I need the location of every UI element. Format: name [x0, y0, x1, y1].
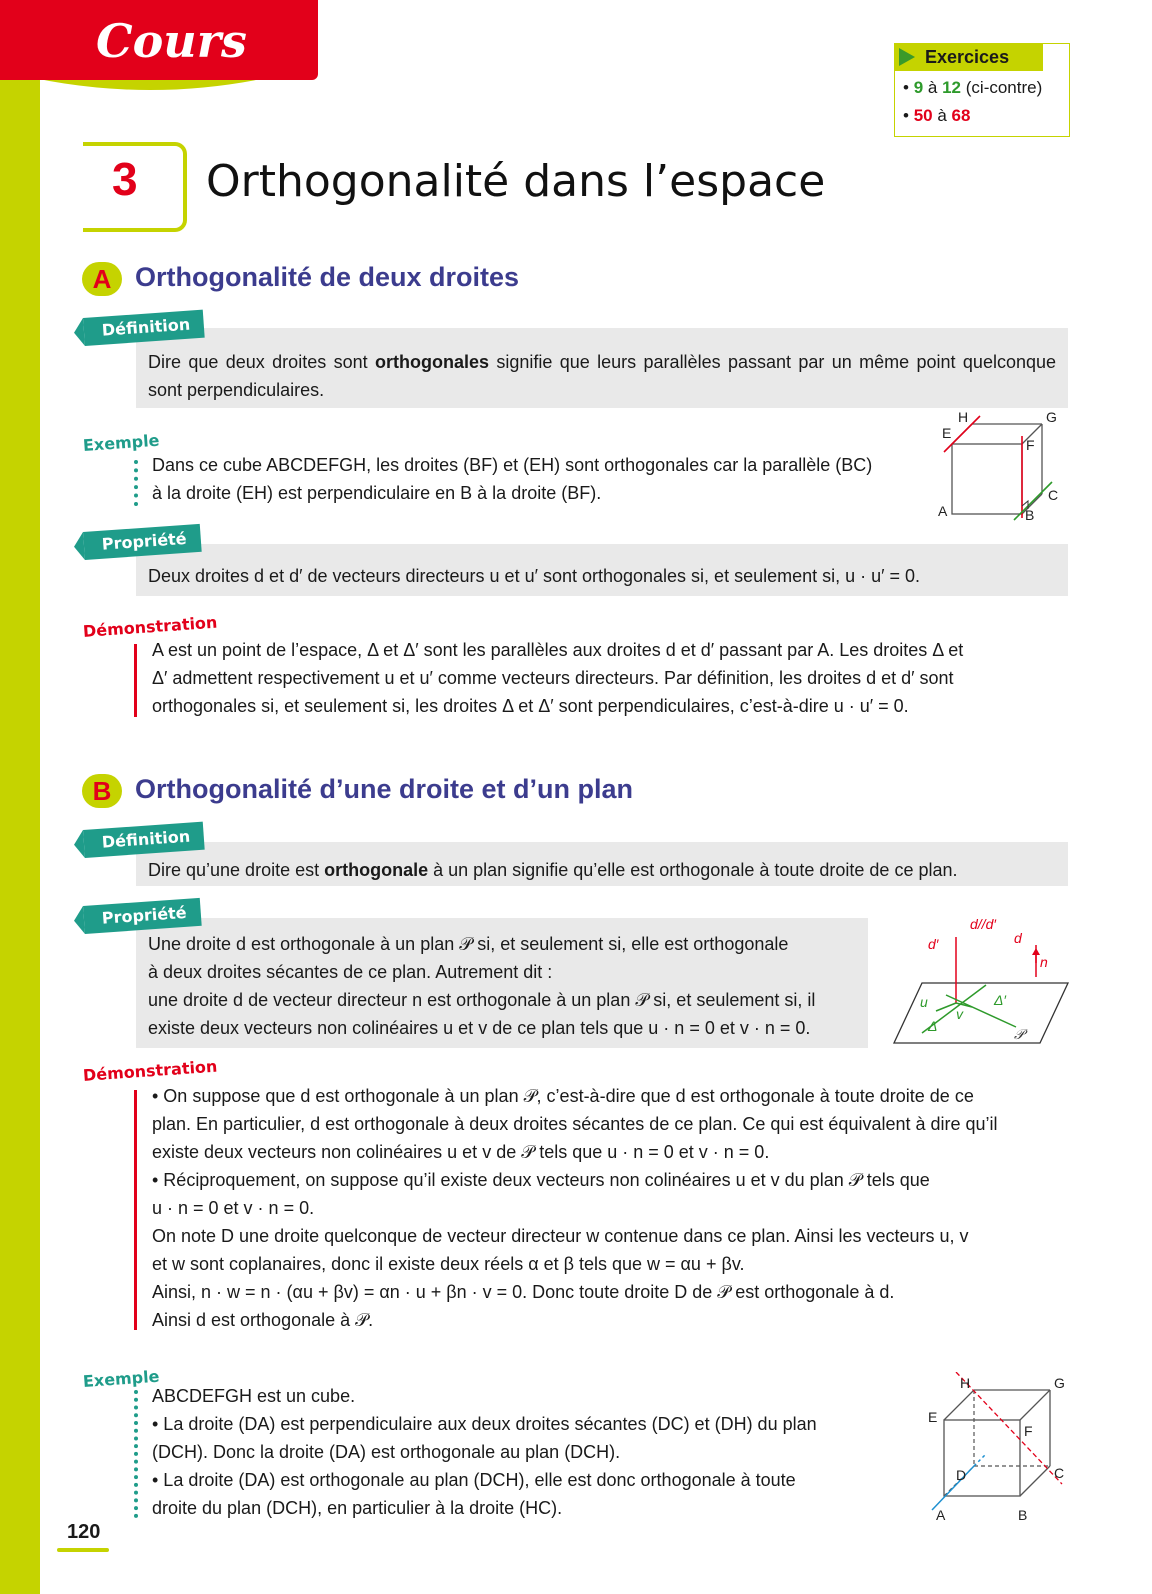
property-tag-b: Propriété	[83, 898, 201, 934]
section-b-badge: B	[82, 774, 122, 808]
chapter-title: Orthogonalité dans l’espace	[206, 156, 826, 207]
cube-b-label-c: C	[1054, 1465, 1065, 1481]
fig-label-plane: 𝒫	[1014, 1027, 1025, 1043]
cube-a-label-b: B	[1025, 507, 1035, 523]
demo-b-line-4: • Réciproquement, on suppose qu’il existe deux vecteurs non colinéaires u et v du plan 𝒫 tels que	[152, 1170, 930, 1190]
cube-a-label-c: C	[1048, 487, 1059, 503]
exercise-link-50[interactable]: 50	[913, 106, 933, 125]
example-a-line-1: Dans ce cube ABCDEFGH, les droites (BF) et (EH) sont orthogonales car la parallèle (BC)	[152, 455, 873, 475]
demo-a-line-3: orthogonales si, et seulement si, les droites Δ et Δ′ sont perpendiculaires, c’est-à-dire u · u′ = 0.	[152, 696, 909, 716]
cube-figure-a	[930, 410, 1070, 530]
section-b-title: Orthogonalité d’une droite et d’un plan	[135, 774, 633, 804]
demo-a-bar	[134, 644, 137, 717]
fig-label-u: u	[920, 994, 928, 1010]
cube-b-label-e: E	[928, 1409, 938, 1425]
property-a-text: Deux droites d et d′ de vecteurs directeurs u et u′ sont orthogonales si, et seulement si, u · u′ = 0.	[148, 566, 921, 586]
property-tag: Propriété	[83, 524, 201, 560]
cube-b-label-g: G	[1054, 1375, 1065, 1391]
fig-label-n: n	[1040, 954, 1048, 970]
definition-tag-b: Définition	[83, 822, 205, 858]
example-a-line-2: à la droite (EH) est perpendiculaire en B à la droite (BF).	[152, 483, 602, 503]
property-b-line-4: existe deux vecteurs non colinéaires u et v de ce plan tels que u · n = 0 et v · n = 0.	[148, 1018, 811, 1038]
example-dots	[134, 460, 142, 506]
arrow-icon	[899, 48, 915, 66]
example-b-dots	[134, 1390, 142, 1518]
demo-b-line-6: On note D une droite quelconque de vecteur directeur w contenue dans ce plan. Ainsi les vecteurs u, v	[152, 1226, 969, 1246]
cube-a-label-h: H	[958, 410, 969, 425]
demo-b-line-2: plan. En particulier, d est orthogonale à deux droites sécantes de ce plan. Ce qui est équivalent à dire qu’il	[152, 1114, 998, 1134]
section-a-badge: A	[82, 262, 122, 296]
example-tag-b: Exemple	[82, 1366, 161, 1391]
example-tag: Exemple	[82, 430, 161, 455]
cube-figure-b	[920, 1372, 1070, 1527]
exercise-link-12[interactable]: 12	[942, 78, 962, 97]
demo-b-line-5: u · n = 0 et v · n = 0.	[152, 1198, 315, 1218]
cube-b-label-d: D	[956, 1467, 967, 1483]
fig-label-delta: Δ	[928, 1018, 938, 1034]
definition-tag: Définition	[83, 310, 205, 346]
cube-b-label-a: A	[936, 1507, 946, 1523]
demo-b-line-8: Ainsi, n · w = n · (αu + βv) = αn · u + βn · v = 0. Donc toute droite D de 𝒫 est orthogonale à d.	[152, 1282, 895, 1302]
demo-b-line-7: et w sont coplanaires, donc il existe deux réels α et β tels que w = αu + βv.	[152, 1254, 745, 1274]
demo-b-line-9: Ainsi d est orthogonale à 𝒫.	[152, 1310, 374, 1330]
demo-b-bar	[134, 1090, 137, 1330]
example-b-line-5: droite du plan (DCH), en particulier à la droite (HC).	[152, 1498, 563, 1518]
exercises-line-2: • 50 à 68	[903, 106, 971, 125]
cube-a-label-a: A	[938, 503, 948, 519]
plane-figure	[890, 915, 1080, 1050]
exercises-box	[894, 43, 1070, 137]
cube-a-label-g: G	[1046, 410, 1057, 425]
fig-label-v: v	[956, 1006, 963, 1022]
property-b-line-3: une droite d de vecteur directeur n est orthogonale à un plan 𝒫 si, et seulement si, il	[148, 990, 816, 1010]
exercise-link-68[interactable]: 68	[951, 106, 971, 125]
chapter-number: 3	[112, 153, 138, 205]
cube-a-label-f: F	[1026, 437, 1035, 453]
exercise-link-9[interactable]: 9	[913, 78, 924, 97]
cours-label: Cours	[96, 14, 247, 68]
fig-label-dparallel: d//d′	[970, 916, 996, 932]
fig-label-delta-prime: Δ′	[994, 992, 1007, 1008]
cube-a-label-e: E	[942, 425, 952, 441]
cube-b-label-b: B	[1018, 1507, 1028, 1523]
demonstration-tag-b: Démonstration	[82, 1056, 218, 1085]
demo-a-line-2: Δ′ admettent respectivement u et u′ comme vecteurs directeurs. Par définition, les droites d et d′ sont	[152, 668, 954, 688]
example-b-line-3: (DCH). Donc la droite (DA) est orthogonale au plan (DCH).	[152, 1442, 621, 1462]
demonstration-tag: Démonstration	[82, 612, 218, 641]
section-a-title: Orthogonalité de deux droites	[135, 262, 520, 292]
fig-label-d: d	[1014, 930, 1022, 946]
page-number: 120	[67, 1521, 101, 1543]
definition-b-text: Dire qu’une droite est orthogonale à un plan signifie qu’elle est orthogonale à toute droite de ce plan.	[148, 860, 958, 880]
definition-a-text: Dire que deux droites sont orthogonales signifie que leurs parallèles passant par un même point quelconque sont perpendiculaires.	[148, 352, 1057, 400]
example-b-line-1: ABCDEFGH est un cube.	[152, 1386, 356, 1406]
side-strip	[0, 0, 40, 1594]
demo-b-line-1: • On suppose que d est orthogonale à un plan 𝒫, c’est-à-dire que d est orthogonale à toute droite de ce	[152, 1086, 974, 1106]
cube-b-label-h: H	[960, 1375, 971, 1391]
example-b-line-2: • La droite (DA) est perpendiculaire aux deux droites sécantes (DC) et (DH) du plan	[152, 1414, 817, 1434]
exercises-header: Exercices	[895, 44, 1043, 71]
page-number-underline	[57, 1548, 109, 1552]
example-b-line-4: • La droite (DA) est orthogonale au plan (DCH), elle est donc orthogonale à toute	[152, 1470, 796, 1490]
exercises-line-1: • 9 à 12 (ci-contre)	[903, 78, 1043, 97]
demo-a-line-1: A est un point de l’espace, Δ et Δ′ sont les parallèles aux droites d et d′ passant par A. Les droites Δ et	[152, 640, 964, 660]
fig-label-dprime: d′	[928, 936, 939, 952]
cube-b-label-f: F	[1024, 1423, 1033, 1439]
property-b-line-1: Une droite d est orthogonale à un plan 𝒫 si, et seulement si, elle est orthogonale	[148, 934, 789, 954]
property-b-line-2: à deux droites sécantes de ce plan. Autrement dit :	[148, 962, 553, 982]
demo-b-line-3: existe deux vecteurs non colinéaires u et v de 𝒫 tels que u · n = 0 et v · n = 0.	[152, 1142, 770, 1162]
